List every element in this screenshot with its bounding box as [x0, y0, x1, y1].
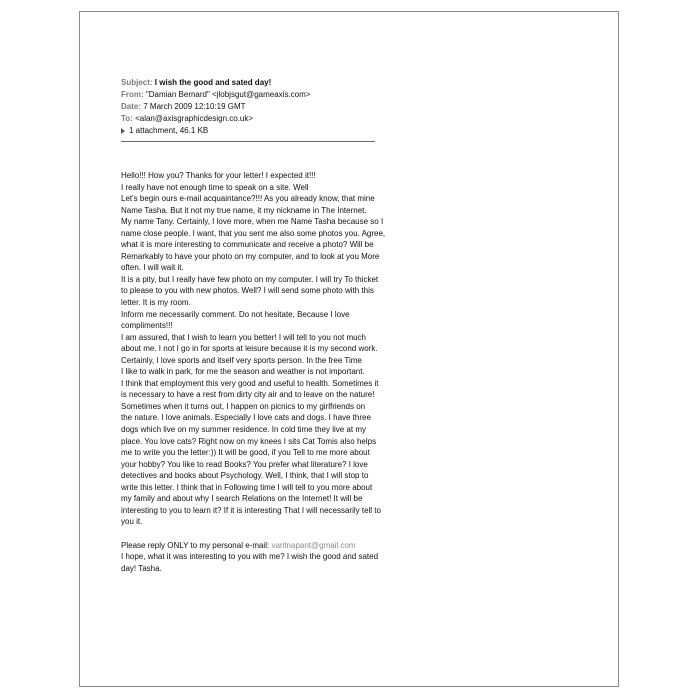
- text-line: is necessary to have a rest from dirty city air and to leave on the nature!: [121, 390, 375, 400]
- text-line: name close people. I want, that you sent me also some photos you. Agree,: [121, 228, 386, 238]
- text-line: I am assured, that I wish to learn you better! I will tell to you not much: [121, 332, 367, 342]
- to-value: <alan@axisgraphicdesign.co.uk>: [135, 114, 254, 123]
- subject-value: I wish the good and sated day!: [154, 78, 272, 87]
- text-line: letter. It is my room.: [121, 298, 191, 308]
- from-label: From:: [121, 90, 144, 99]
- text-line: I hope, what it was interesting to you with me? I wish the good and sated: [121, 552, 379, 562]
- text-line: about me. I not I go in for sports at leisure because it is my second work.: [121, 344, 378, 354]
- date-value: 7 March 2009 12:10:19 GMT: [143, 102, 246, 111]
- reply-line: [121, 540, 381, 552]
- text-line: your hobby? You like to read Books? You prefer what literature? I love: [121, 459, 368, 469]
- text-line: Let's begin ours e-mail acquaintance?!!! As you already know, that mine: [121, 194, 375, 204]
- text-line: compliments!!!: [121, 321, 173, 331]
- text-line: me to write you the letter:)) It will be good, if you Tell to me more about: [121, 448, 370, 458]
- attachment-row[interactable]: [121, 125, 377, 137]
- text-line: Hello!!! How you? Thanks for your letter! I expected it!!!: [121, 171, 316, 180]
- to-label: To:: [121, 114, 133, 123]
- text-line: Sometimes when it turns out, I happen on picnics to my girlfriends on: [121, 401, 366, 411]
- subject-label: Subject:: [121, 78, 153, 87]
- text-line: I think that employment this very good and useful to health. Sometimes it: [121, 378, 379, 388]
- text-line: dogs which live on my summer residence. In cold time they live at my: [121, 425, 366, 435]
- reply-email-link[interactable]: varitnapant@gmail.com: [271, 540, 356, 550]
- email-header: [121, 77, 377, 137]
- text-line: interesting to you to learn it? If it is interesting That I will necessarily tell to: [121, 505, 381, 515]
- text-line: my family and about why I search Relations on the Internet! It will be: [121, 494, 363, 504]
- text-line: write this letter. I think that in Following time I will tell to you more about: [121, 482, 373, 492]
- paragraph-gap: [121, 528, 381, 540]
- text-line: Remarkably to have your photo on my computer, and to look at you More: [121, 251, 380, 261]
- from-row: [121, 89, 377, 101]
- text-line: the nature. I love animals. Especially I love cats and dogs. I have three: [121, 413, 371, 423]
- closing-text: [121, 551, 381, 574]
- text-line: I really have not enough time to speak on a site. Well: [121, 182, 309, 192]
- subject-row: [121, 77, 377, 89]
- reply-prefix: Please reply ONLY to my personal e-mail:: [121, 540, 272, 550]
- text-line: what it is more interesting to communicate and receive a photo? Will be: [121, 240, 374, 250]
- text-line: My name Tany. Certainly, I love more, when me Name Tasha because so I: [121, 217, 384, 227]
- body-text: [121, 170, 386, 528]
- from-value: "Damian Bernard" <jlobjsgut@gameaxis.com>: [145, 90, 311, 99]
- text-line: you it.: [121, 517, 143, 527]
- text-line: It is a pity, but I really have few photo on my computer. I will try To thicket: [121, 274, 379, 284]
- text-line: Name Tasha. But it not my true name, it my nickname in The Internet.: [121, 205, 367, 215]
- text-line: detectives and books about Psychology. Well, I think, that I will stop to: [121, 471, 369, 481]
- date-row: [121, 101, 377, 113]
- text-line: Certainly, I love sports and itself very sports person. In the free Time: [121, 355, 362, 365]
- text-line: I like to walk in park, for me the season and weather is not important.: [121, 367, 365, 377]
- text-line: place. You love cats? Right now on my knees I sits Cat Tomis also helps: [121, 436, 377, 446]
- text-line: to please to you with new photos. Well? I will send some photo with this: [121, 286, 374, 296]
- date-label: Date:: [121, 102, 142, 111]
- text-line: day! Tasha.: [121, 563, 162, 573]
- attachment-info: 1 attachment, 46.1 KB: [129, 126, 209, 135]
- header-divider: [121, 141, 375, 142]
- disclosure-triangle-icon[interactable]: [121, 128, 125, 134]
- text-line: often. I will wait it.: [121, 263, 184, 273]
- to-row: [121, 113, 377, 125]
- text-line: Inform me necessarily comment. Do not hesitate, Because I love: [121, 309, 350, 319]
- email-body: [121, 170, 386, 574]
